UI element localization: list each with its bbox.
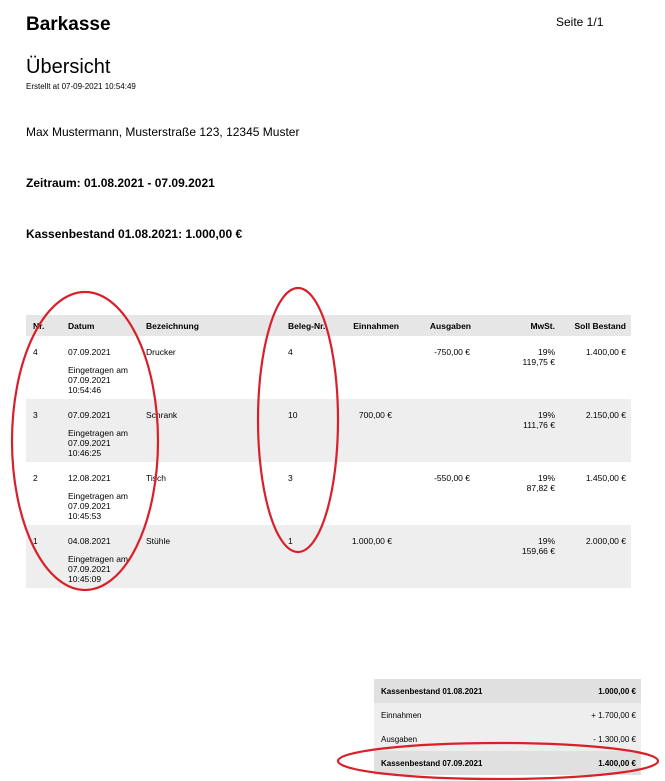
entered-info xyxy=(68,365,140,395)
cell-mwst xyxy=(523,347,555,367)
entered-time: 10:46:25 xyxy=(68,448,102,458)
mwst-amount: 119,75 € xyxy=(522,357,555,367)
entered-date: 07.09.2021 xyxy=(68,564,111,574)
entered-time: 10:45:09 xyxy=(68,574,102,584)
date-value: 04.08.2021 xyxy=(68,536,111,546)
page-number: Seite 1/1 xyxy=(556,15,604,29)
col-header-mwst: MwSt. xyxy=(530,321,555,331)
col-header-date: Datum xyxy=(68,321,95,331)
summary-value: - 1.300,00 € xyxy=(593,735,636,744)
mwst-amount: 87,82 € xyxy=(526,483,555,493)
date-value: 07.09.2021 xyxy=(68,410,111,420)
cell-desc: Stühle xyxy=(146,536,171,546)
summary-value: 1.400,00 € xyxy=(598,759,636,768)
col-header-nr: Nr. xyxy=(33,321,45,331)
entered-label: Eingetragen am xyxy=(68,554,129,564)
table-row xyxy=(26,462,631,525)
summary-label: Kassenbestand 01.08.2021 xyxy=(381,687,483,696)
cell-desc: Drucker xyxy=(146,347,176,357)
cell-nr: 2 xyxy=(33,473,38,483)
summary-table xyxy=(374,679,641,775)
app-title: Barkasse xyxy=(26,14,111,35)
cell-date xyxy=(68,536,140,584)
cell-date xyxy=(68,410,140,458)
col-header-ein: Einnahmen xyxy=(353,321,399,331)
summary-row xyxy=(374,703,641,727)
cell-aus: -750,00 € xyxy=(434,347,470,357)
mwst-rate: 19% xyxy=(537,473,555,483)
cell-beleg: 3 xyxy=(288,473,293,483)
entered-label: Eingetragen am xyxy=(68,428,129,438)
cell-soll: 1.450,00 € xyxy=(585,473,626,483)
cell-desc: Tisch xyxy=(146,473,166,483)
col-header-desc: Bezeichnung xyxy=(146,321,199,331)
period-line: Zeitraum: 01.08.2021 - 07.09.2021 xyxy=(26,176,215,190)
summary-row xyxy=(374,727,641,751)
cell-aus: -550,00 € xyxy=(434,473,470,483)
cell-beleg: 4 xyxy=(288,347,293,357)
cell-nr: 4 xyxy=(33,347,38,357)
summary-value: + 1.700,00 € xyxy=(591,711,636,720)
cell-ein: 700,00 € xyxy=(358,410,392,420)
table-row xyxy=(26,525,631,588)
col-header-beleg: Beleg-Nr. xyxy=(288,321,326,331)
date-value: 12.08.2021 xyxy=(68,473,111,483)
mwst-amount: 159,66 € xyxy=(521,546,555,556)
entered-label: Eingetragen am xyxy=(68,491,129,501)
cell-beleg: 10 xyxy=(288,410,298,420)
created-timestamp: Erstellt at 07-09-2021 10:54:49 xyxy=(26,82,136,91)
entered-info xyxy=(68,554,140,584)
table-row xyxy=(26,336,631,399)
entered-date: 07.09.2021 xyxy=(68,438,111,448)
mwst-amount: 111,76 € xyxy=(523,420,555,430)
cell-ein: 1.000,00 € xyxy=(351,536,392,546)
address-line: Max Mustermann, Musterstraße 123, 12345 Muster xyxy=(26,125,300,139)
cell-desc: Schrank xyxy=(146,410,178,420)
cell-date xyxy=(68,473,140,521)
cell-soll: 1.400,00 € xyxy=(585,347,626,357)
cell-mwst xyxy=(522,536,555,556)
cell-date xyxy=(68,347,140,395)
cell-beleg: 1 xyxy=(288,536,293,546)
summary-label: Kassenbestand 07.09.2021 xyxy=(381,759,483,768)
cell-soll: 2.000,00 € xyxy=(585,536,626,546)
opening-balance: Kassenbestand 01.08.2021: 1.000,00 € xyxy=(26,227,243,241)
summary-row xyxy=(374,751,641,775)
entered-info xyxy=(68,428,140,458)
mwst-rate: 19% xyxy=(537,347,555,357)
date-value: 07.09.2021 xyxy=(68,347,111,357)
cell-nr: 3 xyxy=(33,410,38,420)
cell-nr: 1 xyxy=(33,536,38,546)
entered-date: 07.09.2021 xyxy=(68,501,111,511)
col-header-aus: Ausgaben xyxy=(429,321,471,331)
cell-mwst xyxy=(523,410,555,430)
cell-soll: 2.150,00 € xyxy=(585,410,626,420)
mwst-rate: 19% xyxy=(537,536,555,546)
entered-time: 10:45:53 xyxy=(68,511,102,521)
entered-label: Eingetragen am xyxy=(68,365,129,375)
entered-info xyxy=(68,491,140,521)
summary-label: Ausgaben xyxy=(381,735,418,744)
col-header-soll: Soll Bestand xyxy=(574,321,626,331)
table-row xyxy=(26,399,631,462)
entered-time: 10:54:46 xyxy=(68,385,102,395)
mwst-rate: 19% xyxy=(537,410,555,420)
summary-value: 1.000,00 € xyxy=(598,687,636,696)
summary-label: Einnahmen xyxy=(381,711,422,720)
page-title: Übersicht xyxy=(26,56,111,78)
table-header xyxy=(26,315,631,336)
summary-row xyxy=(374,679,641,703)
transactions-table xyxy=(26,315,631,588)
cell-mwst xyxy=(527,473,555,493)
entered-date: 07.09.2021 xyxy=(68,375,111,385)
